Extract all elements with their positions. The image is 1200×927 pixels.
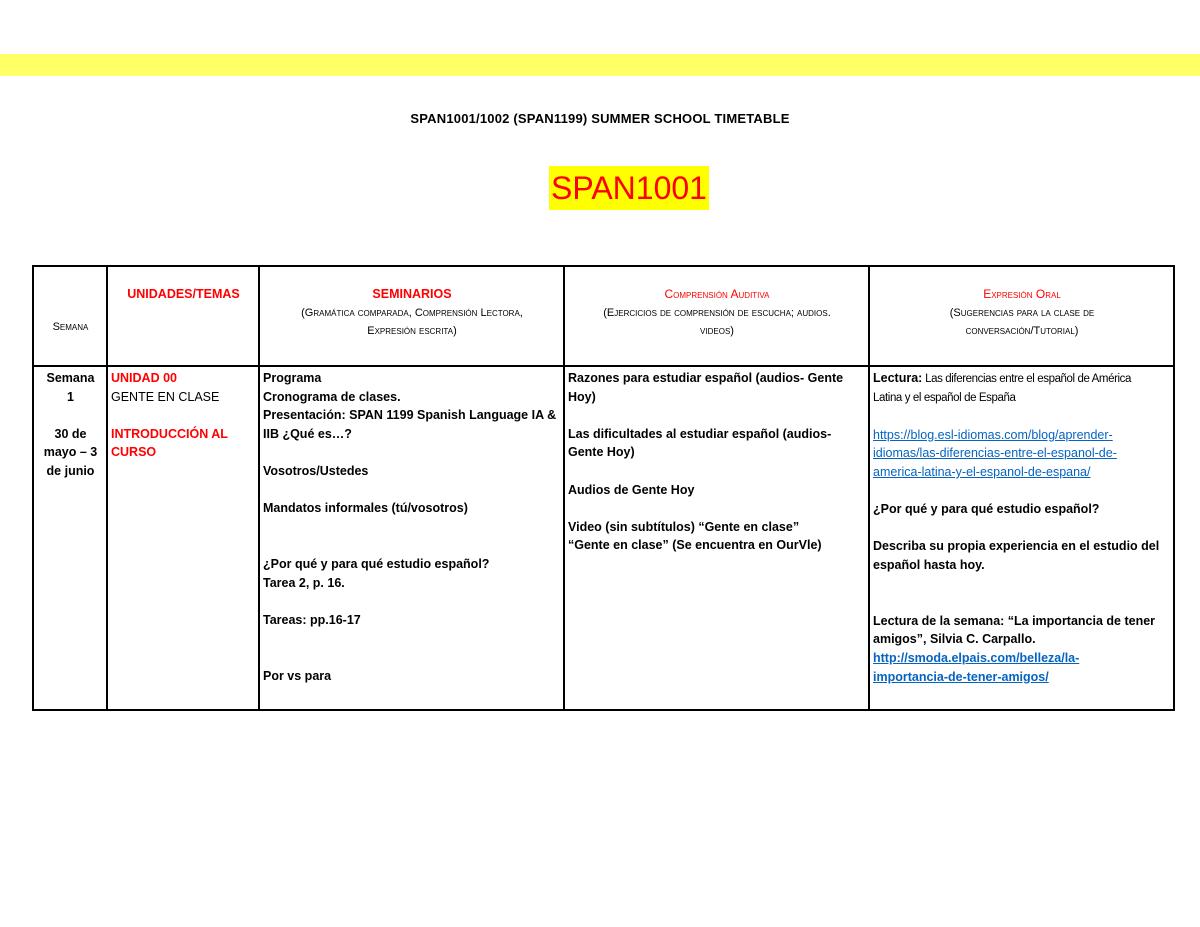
aud-audios: Audios de Gente Hoy	[568, 482, 695, 497]
aud-dificultades-1: Las dificultades al estudiar español (audios-	[568, 426, 832, 441]
oral-link-1-line-2[interactable]: idiomas/las-diferencias-entre-el-espanol-de-	[873, 446, 1117, 461]
header-expresion	[869, 266, 1174, 366]
header-seminarios-sub-2: Expresión escrita)	[367, 324, 457, 337]
aud-dificultades-2: Gente Hoy)	[568, 445, 635, 460]
document-title: SPAN1001/1002 (SPAN1199) SUMMER SCHOOL TIMETABLE	[410, 111, 790, 126]
oral-describa-1: Describa su propia experiencia en el estudio del	[873, 539, 1160, 554]
oral-link-1-line-3[interactable]: america-latina-y-el-espanol-de-espana/	[873, 464, 1091, 479]
sem-presentacion-2: IIB ¿Qué es…?	[263, 426, 352, 441]
semana-number: 1	[67, 389, 74, 404]
unit-title: UNIDAD 00	[111, 371, 177, 385]
sem-por-vs-para: Por vs para	[263, 668, 332, 683]
oral-link-1-line-1[interactable]: https://blog.esl-idiomas.com/blog/aprender-	[873, 427, 1113, 442]
header-expresion-label: Expresión Oral	[983, 287, 1061, 301]
timetable	[32, 265, 1175, 711]
course-code-heading: SPAN1001	[549, 166, 709, 210]
dates-line-2: mayo – 3	[43, 445, 98, 460]
cell-seminarios	[259, 366, 564, 710]
oral-lectura-line-1	[873, 369, 1171, 389]
dates-line-1: 30 de	[54, 426, 87, 441]
oral-lectura-label: Lectura:	[873, 371, 923, 385]
oral-lectura-text-2: Latina y el español de España	[873, 391, 1016, 404]
header-comprension-sub-2: videos)	[700, 324, 734, 337]
aud-razones-2: Hoy)	[568, 389, 596, 404]
sem-mandatos: Mandatos informales (tú/vosotros)	[263, 501, 468, 516]
sem-presentacion-1: Presentación: SPAN 1199 Spanish Language IA &	[263, 408, 557, 423]
oral-link-2-line-1[interactable]: http://smoda.elpais.com/belleza/la-	[873, 650, 1080, 665]
unit-name: GENTE EN CLASE	[111, 389, 220, 404]
header-comprension-label: Comprensión Auditiva	[664, 287, 770, 301]
header-comprension	[564, 266, 869, 366]
dates-line-3: de junio	[46, 463, 95, 478]
sem-porque: ¿Por qué y para qué estudio español?	[263, 556, 490, 571]
header-semana-label: Semana	[52, 321, 89, 333]
semana-label: Semana	[46, 371, 95, 385]
oral-describa-2: español hasta hoy.	[873, 557, 985, 572]
header-unidades	[107, 266, 259, 366]
header-row	[33, 266, 1174, 366]
oral-lectura-semana-2: amigos”, Silvia C. Carpallo.	[873, 632, 1036, 647]
sem-cronograma: Cronograma de clases.	[263, 389, 401, 404]
sem-tareas: Tareas: pp.16-17	[263, 612, 361, 627]
top-highlight-band	[0, 54, 1200, 76]
header-expresion-sub-1: (Sugerencias para la clase de	[949, 306, 1095, 319]
header-seminarios-label: SEMINARIOS	[372, 287, 452, 301]
cell-comprension	[564, 366, 869, 710]
header-seminarios	[259, 266, 564, 366]
aud-video-1: Video (sin subtítulos) “Gente en clase”	[568, 519, 800, 534]
intro-line-1: INTRODUCCIÓN AL	[111, 426, 228, 441]
week-1-row	[33, 366, 1174, 710]
oral-lectura-text-1: Las diferencias entre el español de América	[922, 373, 1132, 385]
sem-vosotros: Vosotros/Ustedes	[263, 463, 369, 478]
cell-expresion	[869, 366, 1174, 710]
sem-tarea: Tarea 2, p. 16.	[263, 575, 345, 590]
header-semana	[33, 266, 107, 366]
header-comprension-sub-1: (Ejercicios de comprensión de escucha; audios.	[603, 306, 831, 319]
cell-unidades	[107, 366, 259, 710]
intro-line-2: CURSO	[111, 445, 157, 460]
header-expresion-sub-2: conversación/Tutorial)	[965, 324, 1079, 337]
aud-razones-1: Razones para estudiar español (audios- Gente	[568, 371, 844, 385]
header-unidades-label: UNIDADES/TEMAS	[127, 287, 240, 301]
header-seminarios-sub-1: (Gramática comparada, Comprensión Lectora,	[301, 306, 523, 319]
oral-porque: ¿Por qué y para qué estudio español?	[873, 502, 1100, 517]
oral-lectura-semana-1: Lectura de la semana: “La importancia de tener	[873, 613, 1156, 628]
oral-link-2-line-2[interactable]: importancia-de-tener-amigos/	[873, 669, 1049, 684]
aud-video-2: “Gente en clase” (Se encuentra en OurVle)	[568, 538, 822, 553]
sem-programa: Programa	[263, 371, 322, 385]
cell-semana	[33, 366, 107, 710]
